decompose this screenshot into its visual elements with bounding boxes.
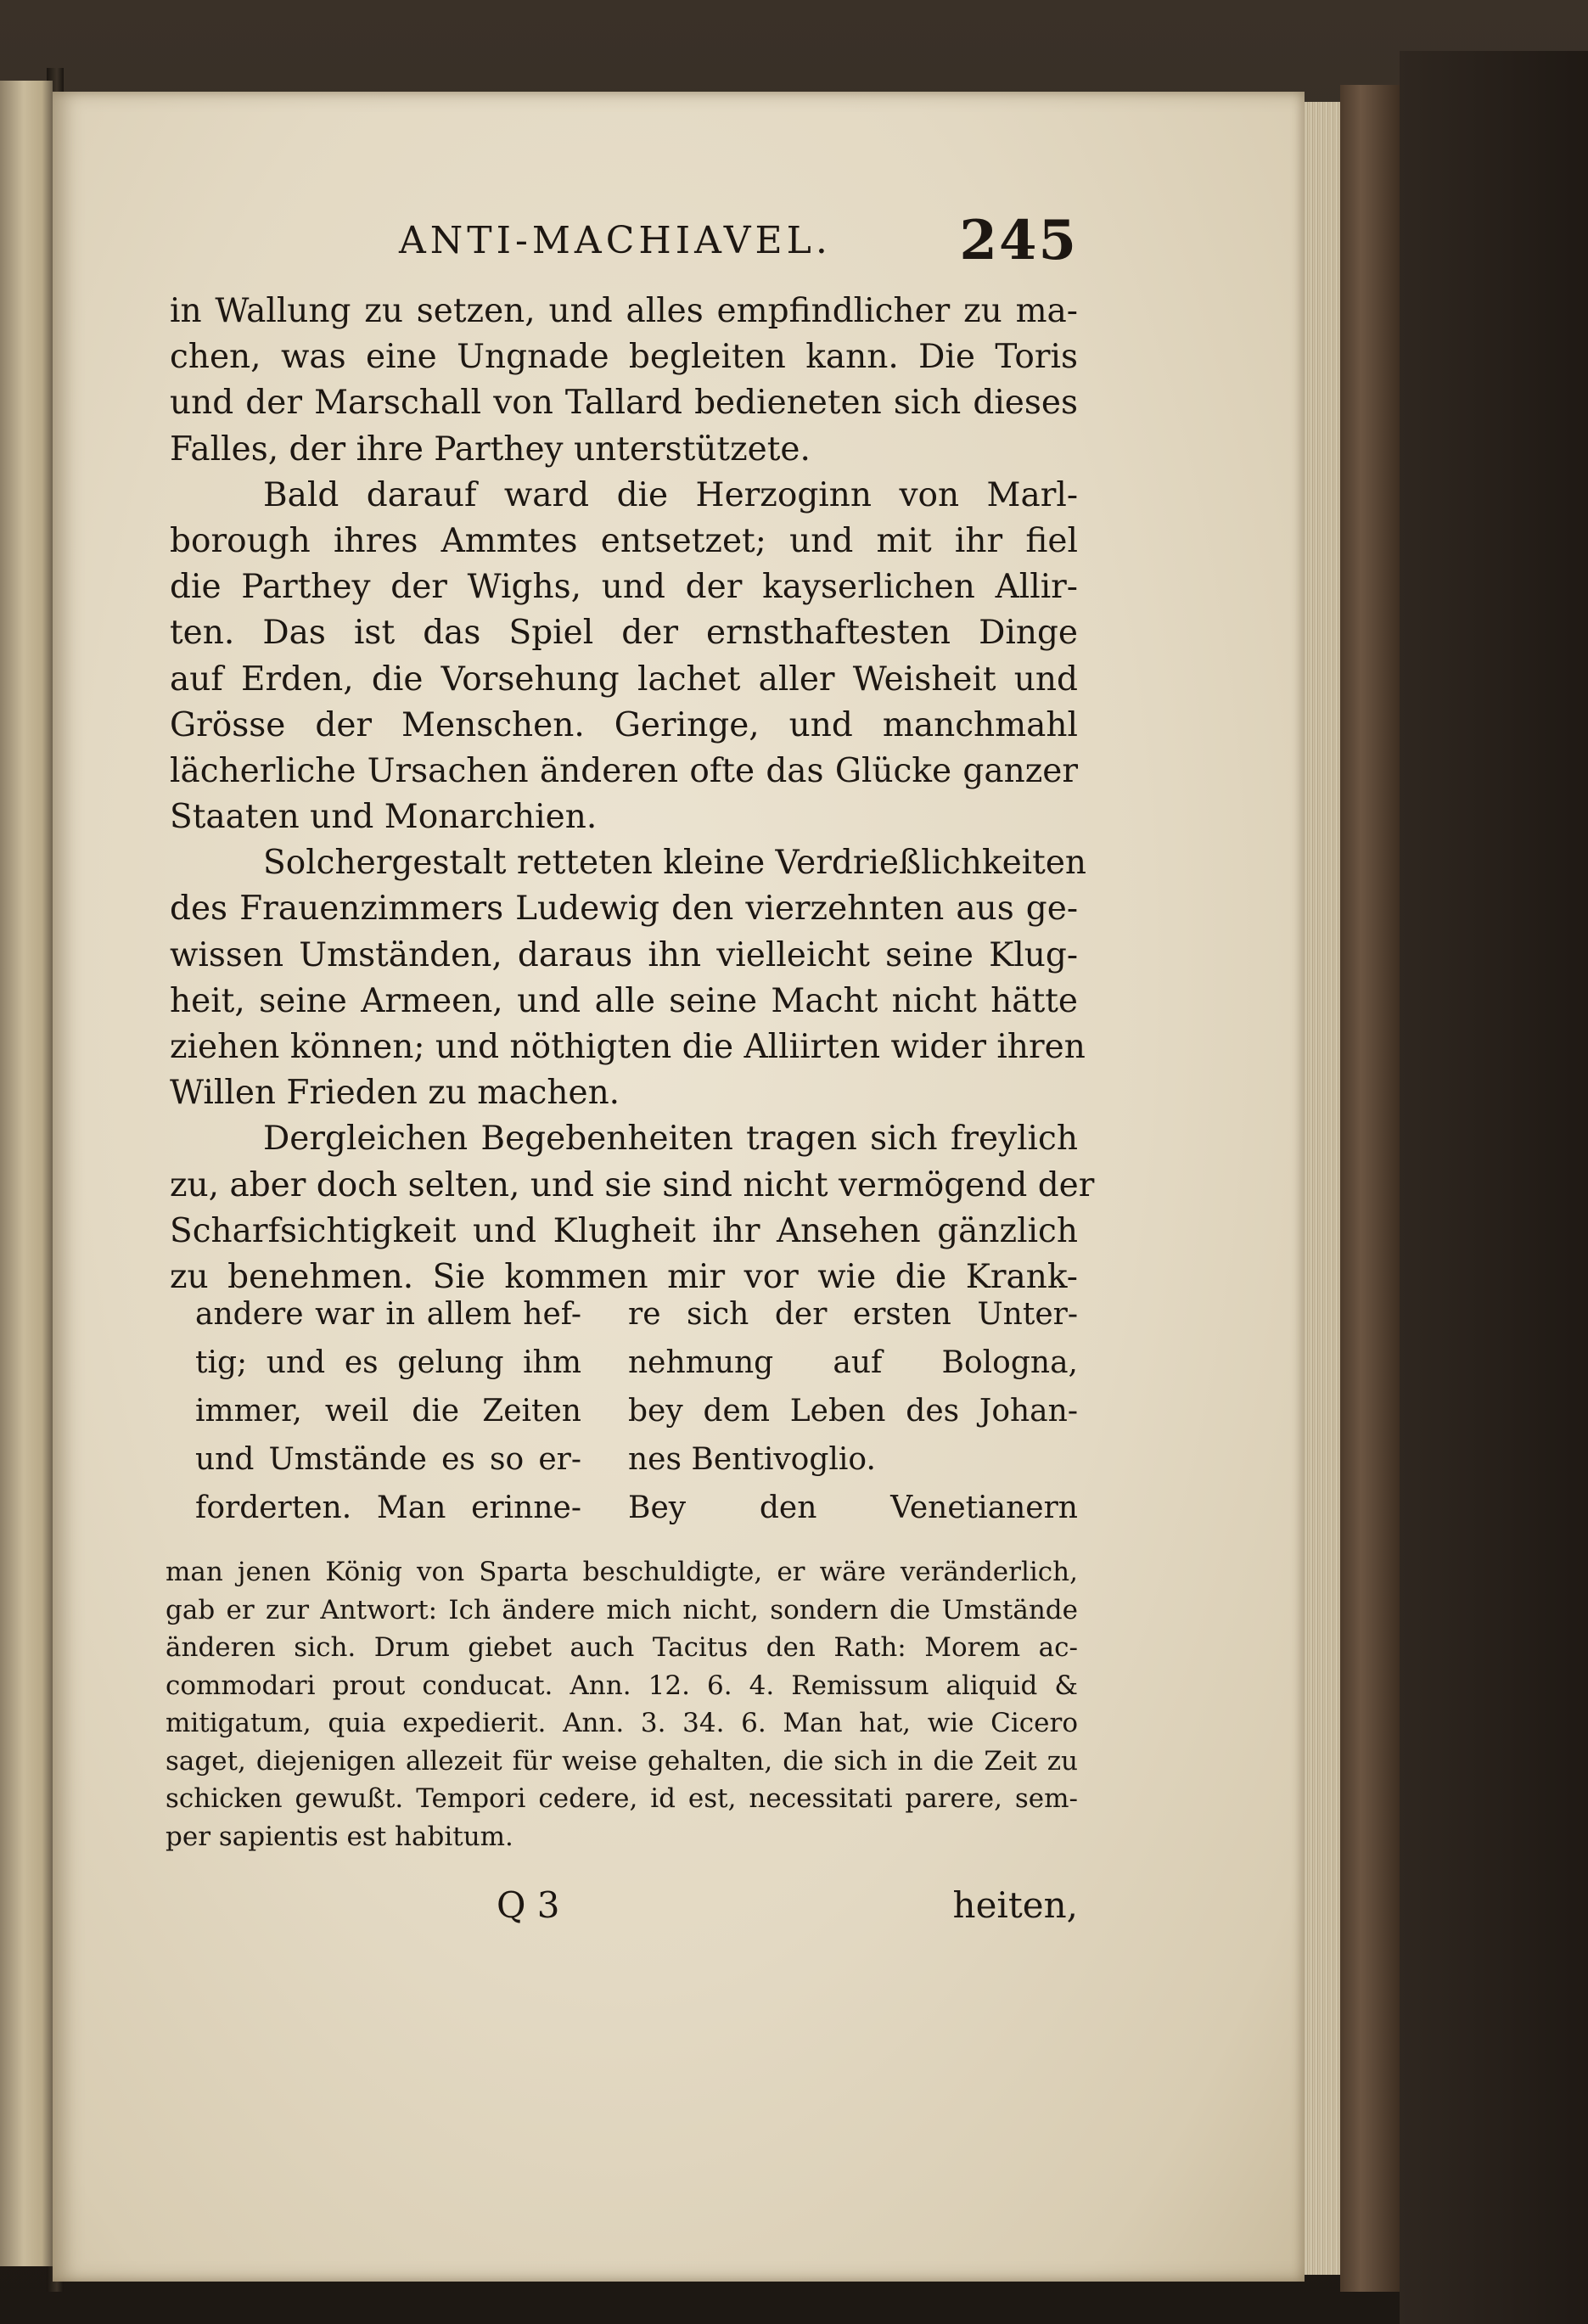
text-line: wissen Umständen, daraus ihn vielleicht seine Klug-: [170, 935, 1078, 974]
footnote-line: nehmung auf Bologna,: [628, 1345, 1078, 1380]
two-column-footnote: [195, 1290, 1078, 1536]
text-line: ten. Das ist das Spiel der ernsthaftesten Dinge: [170, 614, 1078, 653]
background-right: [1400, 51, 1588, 2324]
text-line: heit, seine Armeen, und alle seine Macht nicht hätte: [170, 981, 1078, 1020]
text-line: Scharfsichtigkeit und Klugheit ihr Ansehen gänzlich: [170, 1211, 1078, 1250]
text-line: Staaten und Monarchien.: [170, 798, 598, 837]
text-line: und der Marschall von Tallard bedieneten sich dieses: [170, 384, 1078, 423]
text-line: die Parthey der Wighs, und der kayserlichen Allir-: [170, 568, 1078, 607]
footnote-line: forderten. Man erinne-: [195, 1490, 581, 1525]
text-line: auf Erden, die Vorsehung lachet aller Weisheit und: [170, 660, 1078, 699]
note-line: änderen sich. Drum giebet auch Tacitus den Rath: Morem ac-: [166, 1632, 1078, 1663]
page-number: 245: [959, 209, 1078, 272]
footnote-column-right: [628, 1290, 1078, 1532]
page-footer: [170, 1884, 1078, 1935]
text-line: Bald darauf ward die Herzoginn von Marl-: [263, 475, 1078, 514]
footnote-line: bey dem Leben des Johan-: [628, 1394, 1078, 1429]
footnote-column-left: [195, 1290, 581, 1532]
note-line: saget, diejenigen allezeit für weise gehalten, die sich in die Zeit zu: [166, 1745, 1078, 1777]
text-line: zu, aber doch selten, und sie sind nicht vermögend der: [170, 1165, 1095, 1204]
text-line: chen, was eine Ungnade begleiten kann. Die Toris: [170, 338, 1078, 377]
text-line: in Wallung zu setzen, und alles empfindlicher zu ma-: [170, 292, 1078, 330]
note-line: per sapientis est habitum.: [166, 1821, 513, 1852]
book-cover-edge: [1340, 85, 1400, 2292]
previous-page-edge: [0, 81, 53, 2266]
note-line: schicken gewußt. Tempori cedere, id est, necessitati parere, sem-: [166, 1783, 1078, 1814]
catchword: heiten,: [952, 1884, 1078, 1926]
footnote-line: immer, weil die Zeiten: [195, 1394, 581, 1429]
note-line: commodari prout conducat. Ann. 12. 6. 4. Remissum aliquid &: [166, 1670, 1078, 1701]
text-line: borough ihres Ammtes entsetzet; und mit ihr fiel: [170, 521, 1078, 560]
footnote-line: andere war in allem hef-: [195, 1297, 581, 1332]
footnote-line: nes Bentivoglio.: [628, 1442, 876, 1477]
footnote-line: und Umstände es so er-: [195, 1442, 581, 1477]
text-line: ziehen können; und nöthigten die Alliirten wider ihren: [170, 1028, 1086, 1066]
signature-mark: Q 3: [497, 1884, 560, 1926]
text-line: Dergleichen Begebenheiten tragen sich freylich: [263, 1120, 1078, 1159]
page-header: [399, 209, 1078, 278]
bottom-footnote: [166, 1553, 1078, 1855]
text-line: Grösse der Menschen. Geringe, und manchmahl: [170, 705, 1078, 744]
text-line: lächerliche Ursachen änderen ofte das Glücke ganzer: [170, 751, 1078, 790]
note-line: mitigatum, quia expedierit. Ann. 3. 34. 6. Man hat, wie Cicero: [166, 1708, 1078, 1738]
text-line: Falles, der ihre Parthey unterstützete.: [170, 429, 811, 469]
note-line: man jenen König von Sparta beschuldigte, er wäre veränderlich,: [166, 1557, 1078, 1587]
footnote-line: tig; und es gelung ihm: [195, 1345, 581, 1380]
text-line: Solchergestalt retteten kleine Verdrießlichkeiten: [263, 844, 1087, 883]
page-block-edges: [1303, 102, 1340, 2275]
main-text: [170, 289, 1095, 1300]
text-line: des Frauenzimmers Ludewig den vierzehnten aus ge-: [170, 890, 1078, 929]
footnote-line: re sich der ersten Unter-: [628, 1297, 1078, 1332]
note-line: gab er zur Antwort: Ich ändere mich nicht, sondern die Umstände: [166, 1594, 1078, 1625]
text-line: Willen Frieden zu machen.: [170, 1074, 620, 1113]
footnote-line: Bey den Venetianern: [628, 1490, 1078, 1525]
running-title: ANTI-MACHIAVEL.: [399, 219, 832, 262]
text-line: zu benehmen. Sie kommen mir vor wie die Krank-: [170, 1257, 1078, 1296]
